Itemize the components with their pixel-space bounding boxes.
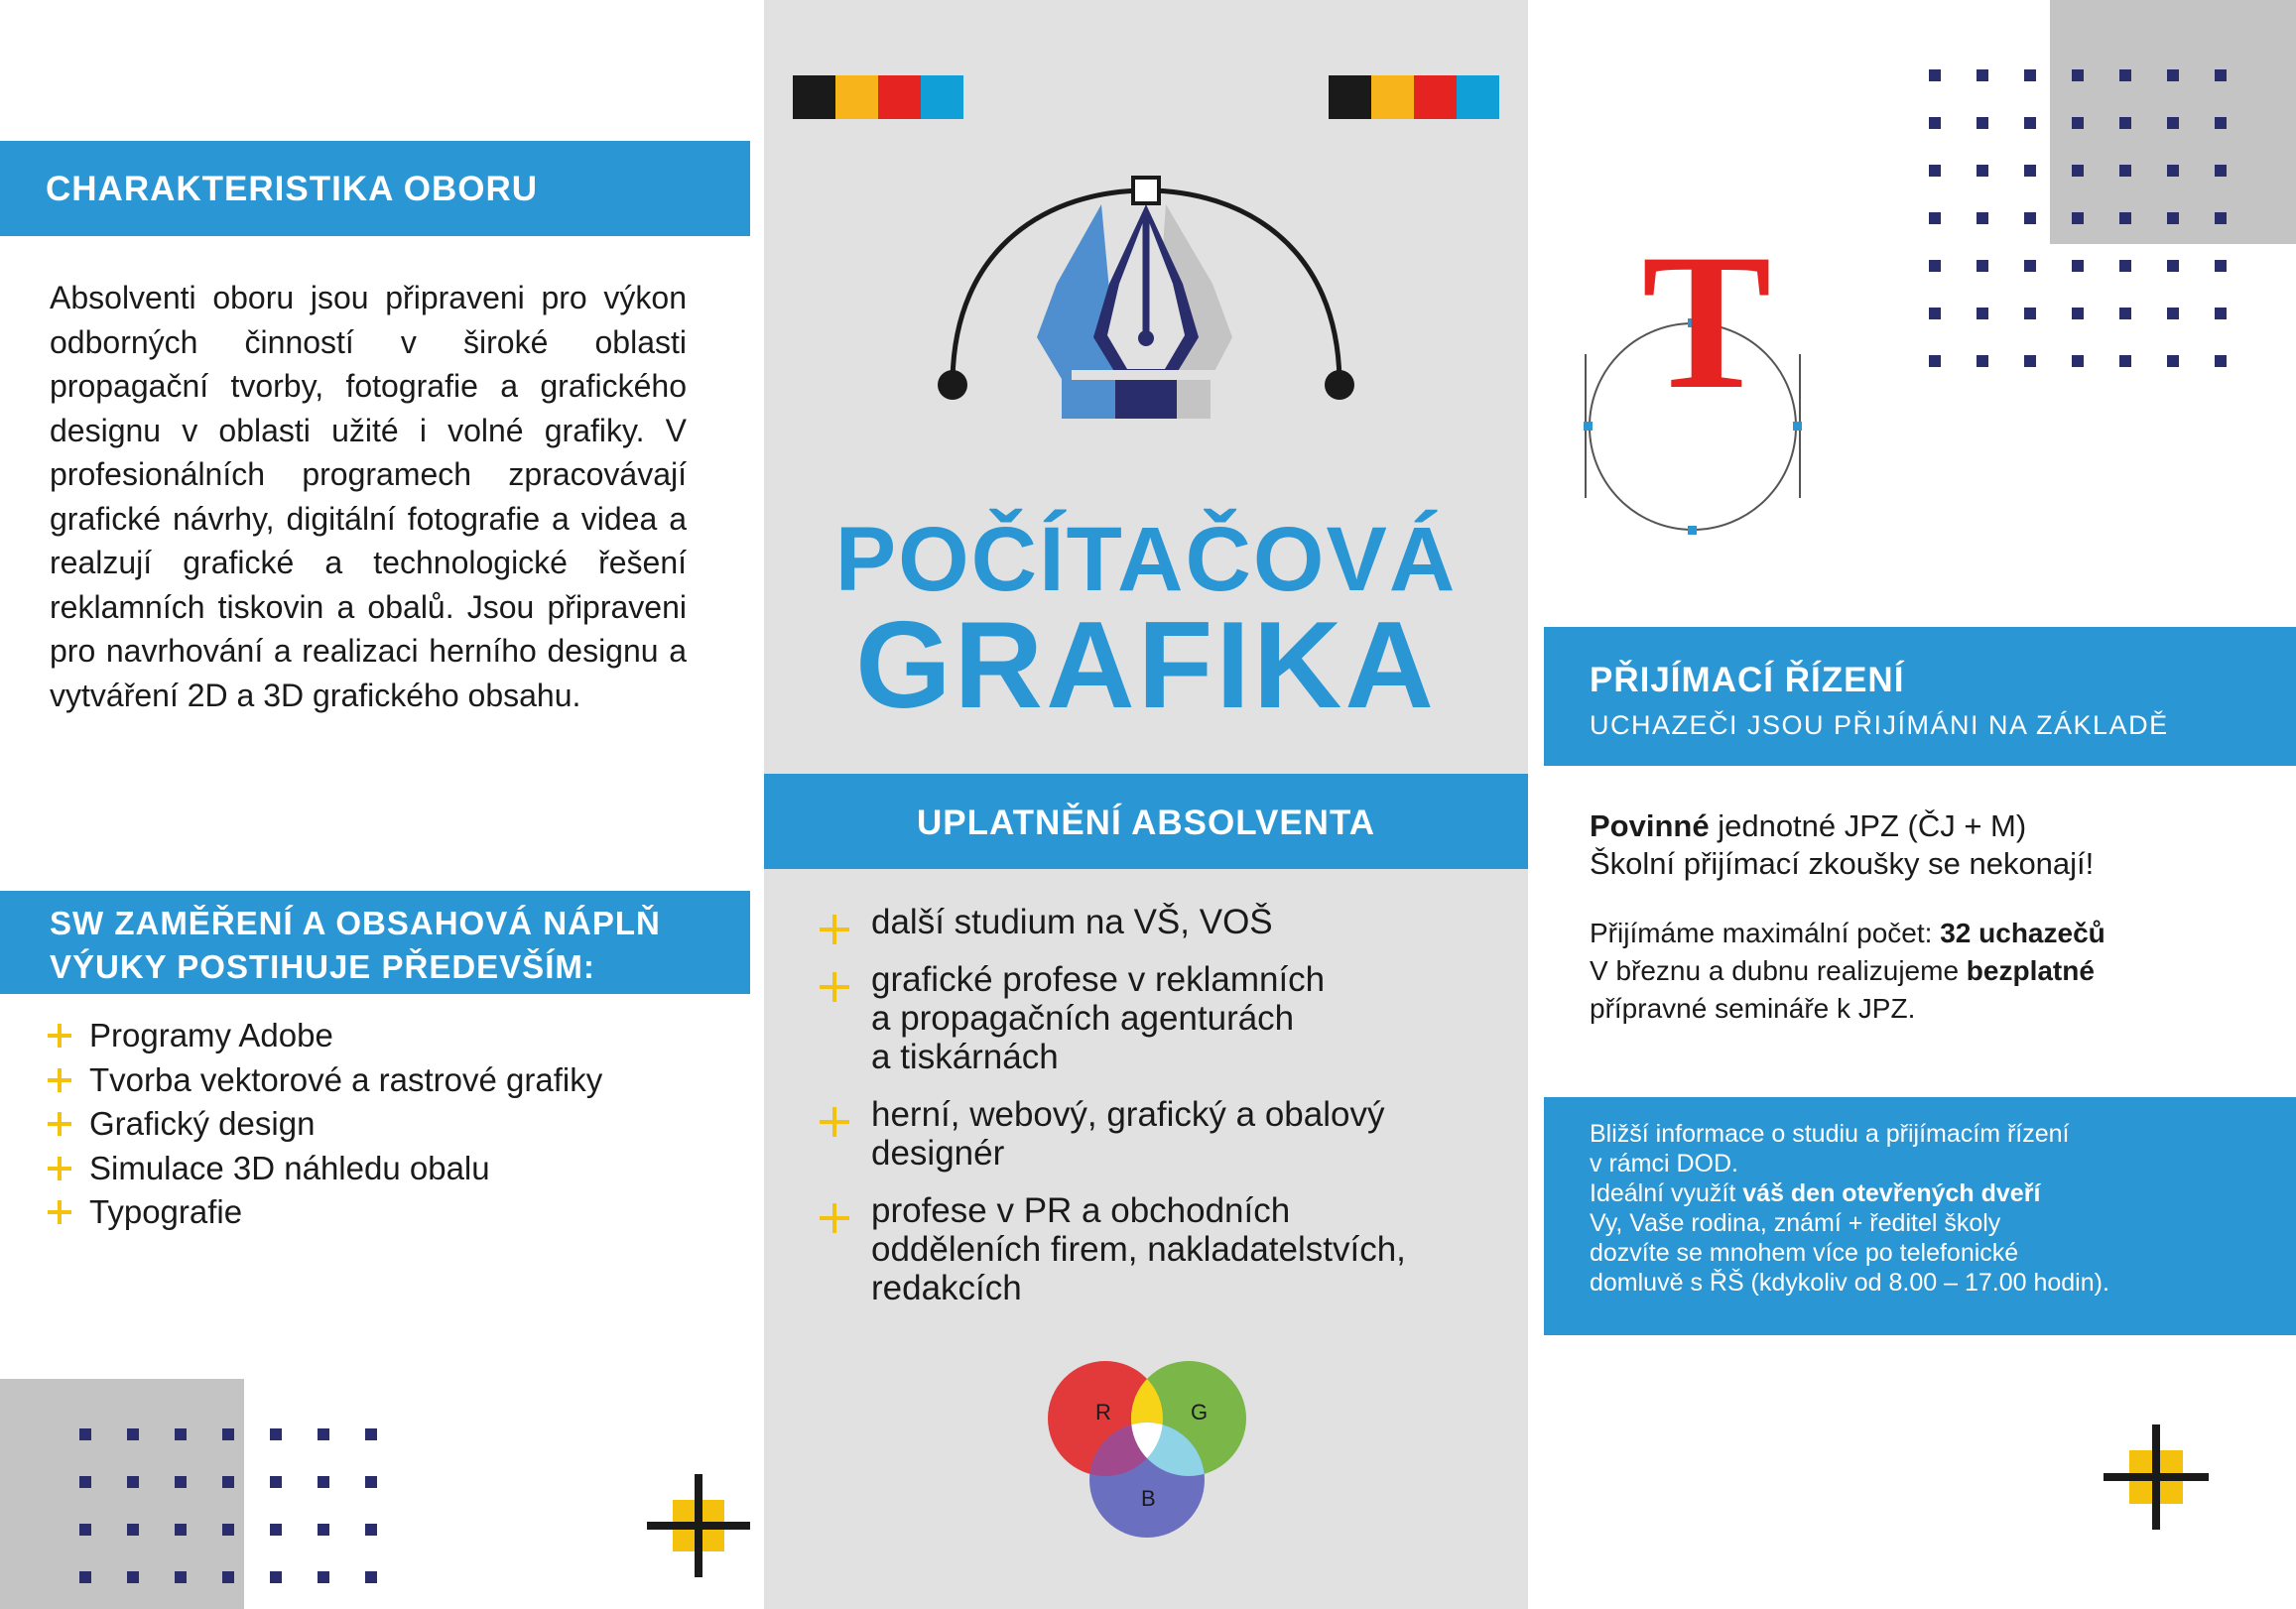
sw-item-label: Programy Adobe — [89, 1017, 333, 1053]
decor-dot — [1977, 165, 1988, 177]
decor-dot — [1929, 260, 1941, 272]
decor-dot — [2072, 69, 2084, 81]
decor-dot — [2072, 308, 2084, 319]
decor-dot — [1929, 212, 1941, 224]
decor-dot — [318, 1476, 329, 1488]
decor-dot — [318, 1428, 329, 1440]
decor-dot — [222, 1524, 234, 1536]
decor-plus-icon — [2104, 1424, 2209, 1530]
decor-dot — [2119, 355, 2131, 367]
decor-dot — [2167, 355, 2179, 367]
decor-dot — [79, 1476, 91, 1488]
admission-heading: PŘIJÍMACÍ ŘÍZENÍ — [1590, 661, 1905, 699]
info-line — [1590, 1178, 2264, 1208]
decor-dot — [2119, 212, 2131, 224]
info-text-span: Ideální využít — [1590, 1179, 1743, 1207]
decor-dot — [1929, 69, 1941, 81]
color-stripes-right — [1329, 75, 1499, 119]
sw-heading-band — [0, 891, 750, 994]
plus-bullet-icon — [820, 1107, 849, 1137]
decor-dot — [1929, 165, 1941, 177]
decor-dot — [175, 1524, 187, 1536]
uplatneni-heading: UPLATNĚNÍ ABSOLVENTA — [916, 804, 1376, 842]
info-line: Bližší informace o studiu a přijímacím řízení — [1590, 1120, 2070, 1148]
uplatneni-item-line: redakcích — [871, 1269, 1022, 1307]
decor-plus-icon — [647, 1474, 750, 1577]
decor-dot — [2119, 165, 2131, 177]
sw-item-label: Grafický design — [89, 1105, 316, 1142]
decor-dot-grid — [1929, 69, 2296, 377]
decor-dot — [2119, 260, 2131, 272]
seminar-line2: přípravné semináře k JPZ. — [1590, 993, 1916, 1024]
decor-dot — [1929, 355, 1941, 367]
uplatneni-item — [820, 903, 1494, 941]
decor-dot — [222, 1428, 234, 1440]
decor-dot — [2072, 355, 2084, 367]
decor-dot — [1929, 308, 1941, 319]
title-line2: GRAFIKA — [855, 597, 1437, 734]
decor-dot — [2167, 69, 2179, 81]
uplatneni-item — [820, 960, 1494, 1076]
requirement-bold: Povinné — [1590, 808, 1710, 843]
sw-list-item — [48, 1190, 742, 1235]
seminar-line — [1590, 952, 2264, 990]
seminar-bold: bezplatné — [1966, 955, 2095, 986]
decor-dot — [2024, 69, 2036, 81]
decor-dot — [175, 1571, 187, 1583]
sw-item-label: Typografie — [89, 1193, 243, 1230]
sw-list-item — [48, 1014, 742, 1058]
decor-dot — [2024, 355, 2036, 367]
decor-dot — [2167, 117, 2179, 129]
info-line: v rámci DOD. — [1590, 1150, 1738, 1177]
admission-requirements — [1590, 807, 2264, 883]
info-bold: váš den otevřených dveří — [1742, 1179, 2041, 1207]
decor-dot — [2072, 117, 2084, 129]
plus-bullet-icon — [48, 1024, 71, 1048]
uplatneni-item — [820, 1095, 1494, 1173]
decor-dot — [1977, 69, 1988, 81]
type-letter-t: T — [1641, 220, 1772, 430]
plus-bullet-icon — [820, 972, 849, 1002]
decor-dot — [2072, 165, 2084, 177]
info-line: dozvíte se mnohem více po telefonické — [1590, 1239, 2019, 1267]
decor-dot — [2024, 165, 2036, 177]
decor-dot — [318, 1571, 329, 1583]
admission-capacity — [1590, 915, 2264, 1028]
decor-dot — [270, 1524, 282, 1536]
uplatneni-item-line: odděleních firem, nakladatelstvích, — [871, 1230, 1406, 1269]
decor-dot — [318, 1524, 329, 1536]
decor-dot — [79, 1524, 91, 1536]
capacity-text: Přijímáme maximální počet: — [1590, 918, 1941, 948]
uplatneni-item — [820, 1191, 1494, 1307]
info-line: Vy, Vaše rodina, známí + ředitel školy — [1590, 1209, 2001, 1237]
decor-dot — [2072, 260, 2084, 272]
uplatneni-item-line: a propagačních agenturách — [871, 999, 1295, 1038]
decor-dot — [79, 1571, 91, 1583]
uplatneni-item-line: herní, webový, grafický a obalový — [871, 1095, 1385, 1134]
decor-dot — [365, 1428, 377, 1440]
decor-dot — [270, 1476, 282, 1488]
info-text — [1590, 1119, 2264, 1298]
plus-bullet-icon — [48, 1112, 71, 1136]
decor-dot — [175, 1476, 187, 1488]
decor-dot — [127, 1476, 139, 1488]
decor-dot — [1977, 260, 1988, 272]
uplatneni-item-line: grafické profese v reklamních — [871, 960, 1326, 999]
decor-dot — [1977, 355, 1988, 367]
title-line1: POČÍTAČOVÁ — [834, 509, 1458, 610]
decor-dot — [2215, 212, 2227, 224]
uplatneni-list — [820, 903, 1494, 1326]
characteristics-paragraph: Absolventi oboru jsou připraveni pro výkon odborných činností v široké oblasti propagační tvorby, fotografie a grafického designu v oblasti užité i volné grafiky. V profesionálních programech zpracovávají grafické návrhy, digitální fotografie a videa a realzují grafické a technologické řešení reklamních tiskovin a obalů. Jsou připraveni pro navrhování a realizaci herního designu a vytváření 2D a 3D grafického obsahu. — [50, 280, 687, 713]
plus-bullet-icon — [48, 1068, 71, 1092]
capacity-line — [1590, 915, 2264, 952]
decor-dot — [1977, 117, 1988, 129]
decor-dot — [2119, 69, 2131, 81]
decor-dot — [2024, 260, 2036, 272]
plus-bullet-icon — [48, 1157, 71, 1180]
decor-dot — [2167, 165, 2179, 177]
requirement-text: jednotné JPZ (ČJ + M) — [1709, 808, 2027, 843]
admission-heading-band — [1544, 627, 2296, 766]
info-line: domluvě s ŘŠ (kdykoliv od 8.00 – 17.00 hodin). — [1590, 1269, 2109, 1297]
decor-dot — [222, 1476, 234, 1488]
decor-dot — [365, 1476, 377, 1488]
decor-dot — [2215, 260, 2227, 272]
sw-item-label: Simulace 3D náhledu obalu — [89, 1149, 490, 1186]
decor-dot — [127, 1428, 139, 1440]
decor-dot-grid — [79, 1428, 397, 1607]
decor-dot — [2167, 260, 2179, 272]
capacity-bold: 32 uchazečů — [1940, 918, 2105, 948]
decor-dot — [2024, 117, 2036, 129]
typography-icon — [1578, 220, 1836, 546]
decor-dot — [2167, 308, 2179, 319]
info-box — [1544, 1097, 2296, 1335]
no-exam-line: Školní přijímací zkoušky se nekonají! — [1590, 846, 2095, 881]
decor-dot — [2119, 117, 2131, 129]
decor-dot — [2119, 308, 2131, 319]
admission-subheading: UCHAZEČI JSOU PŘIJÍMÁNI NA ZÁKLADĚ — [1590, 710, 2169, 740]
plus-bullet-icon — [48, 1200, 71, 1224]
rgb-letter-g: G — [1191, 1400, 1209, 1424]
decor-dot — [270, 1571, 282, 1583]
rgb-letter-r: R — [1095, 1400, 1111, 1424]
decor-dot — [2072, 212, 2084, 224]
decor-dot — [2024, 308, 2036, 319]
decor-dot — [127, 1524, 139, 1536]
decor-dot — [2215, 165, 2227, 177]
plus-bullet-icon — [820, 915, 849, 944]
sw-item-label: Tvorba vektorové a rastrové grafiky — [89, 1060, 603, 1098]
decor-dot — [365, 1571, 377, 1583]
sw-list-item — [48, 1058, 742, 1103]
decor-dot — [79, 1428, 91, 1440]
sw-list-item — [48, 1102, 742, 1147]
decor-dot — [1977, 212, 1988, 224]
sw-list-item — [48, 1147, 742, 1191]
uplatneni-item-line: další studium na VŠ, VOŠ — [871, 903, 1273, 941]
decor-dot — [2215, 308, 2227, 319]
decor-dot — [2167, 212, 2179, 224]
seminar-text: V březnu a dubnu realizujeme — [1590, 955, 1967, 986]
pen-nib-icon — [923, 175, 1369, 434]
decor-dot — [222, 1571, 234, 1583]
uplatneni-item-line: a tiskárnách — [871, 1038, 1059, 1076]
uplatneni-heading-band — [764, 774, 1528, 869]
color-stripes-left — [793, 75, 963, 119]
characteristics-heading-band — [0, 141, 750, 236]
decor-dot — [127, 1571, 139, 1583]
sw-heading-line2: VÝUKY POSTIHUJE PŘEDEVŠÍM: — [50, 948, 595, 985]
requirement-line — [1590, 807, 2264, 845]
characteristics-heading: CHARAKTERISTIKA OBORU — [46, 170, 539, 208]
decor-dot — [2024, 212, 2036, 224]
uplatneni-item-line: profese v PR a obchodních — [871, 1191, 1291, 1230]
rgb-venn-icon — [1046, 1357, 1248, 1540]
decor-dot — [175, 1428, 187, 1440]
decor-dot — [2215, 69, 2227, 81]
decor-dot — [2215, 355, 2227, 367]
decor-dot — [2215, 117, 2227, 129]
sw-heading-line1: SW ZAMĚŘENÍ A OBSAHOVÁ NÁPLŇ — [50, 905, 661, 941]
decor-dot — [270, 1428, 282, 1440]
plus-bullet-icon — [820, 1203, 849, 1233]
sw-list — [48, 1014, 742, 1235]
uplatneni-item-line: designér — [871, 1134, 1005, 1173]
decor-dot — [365, 1524, 377, 1536]
rgb-letter-b: B — [1141, 1486, 1156, 1511]
decor-dot — [1929, 117, 1941, 129]
decor-dot — [1977, 308, 1988, 319]
